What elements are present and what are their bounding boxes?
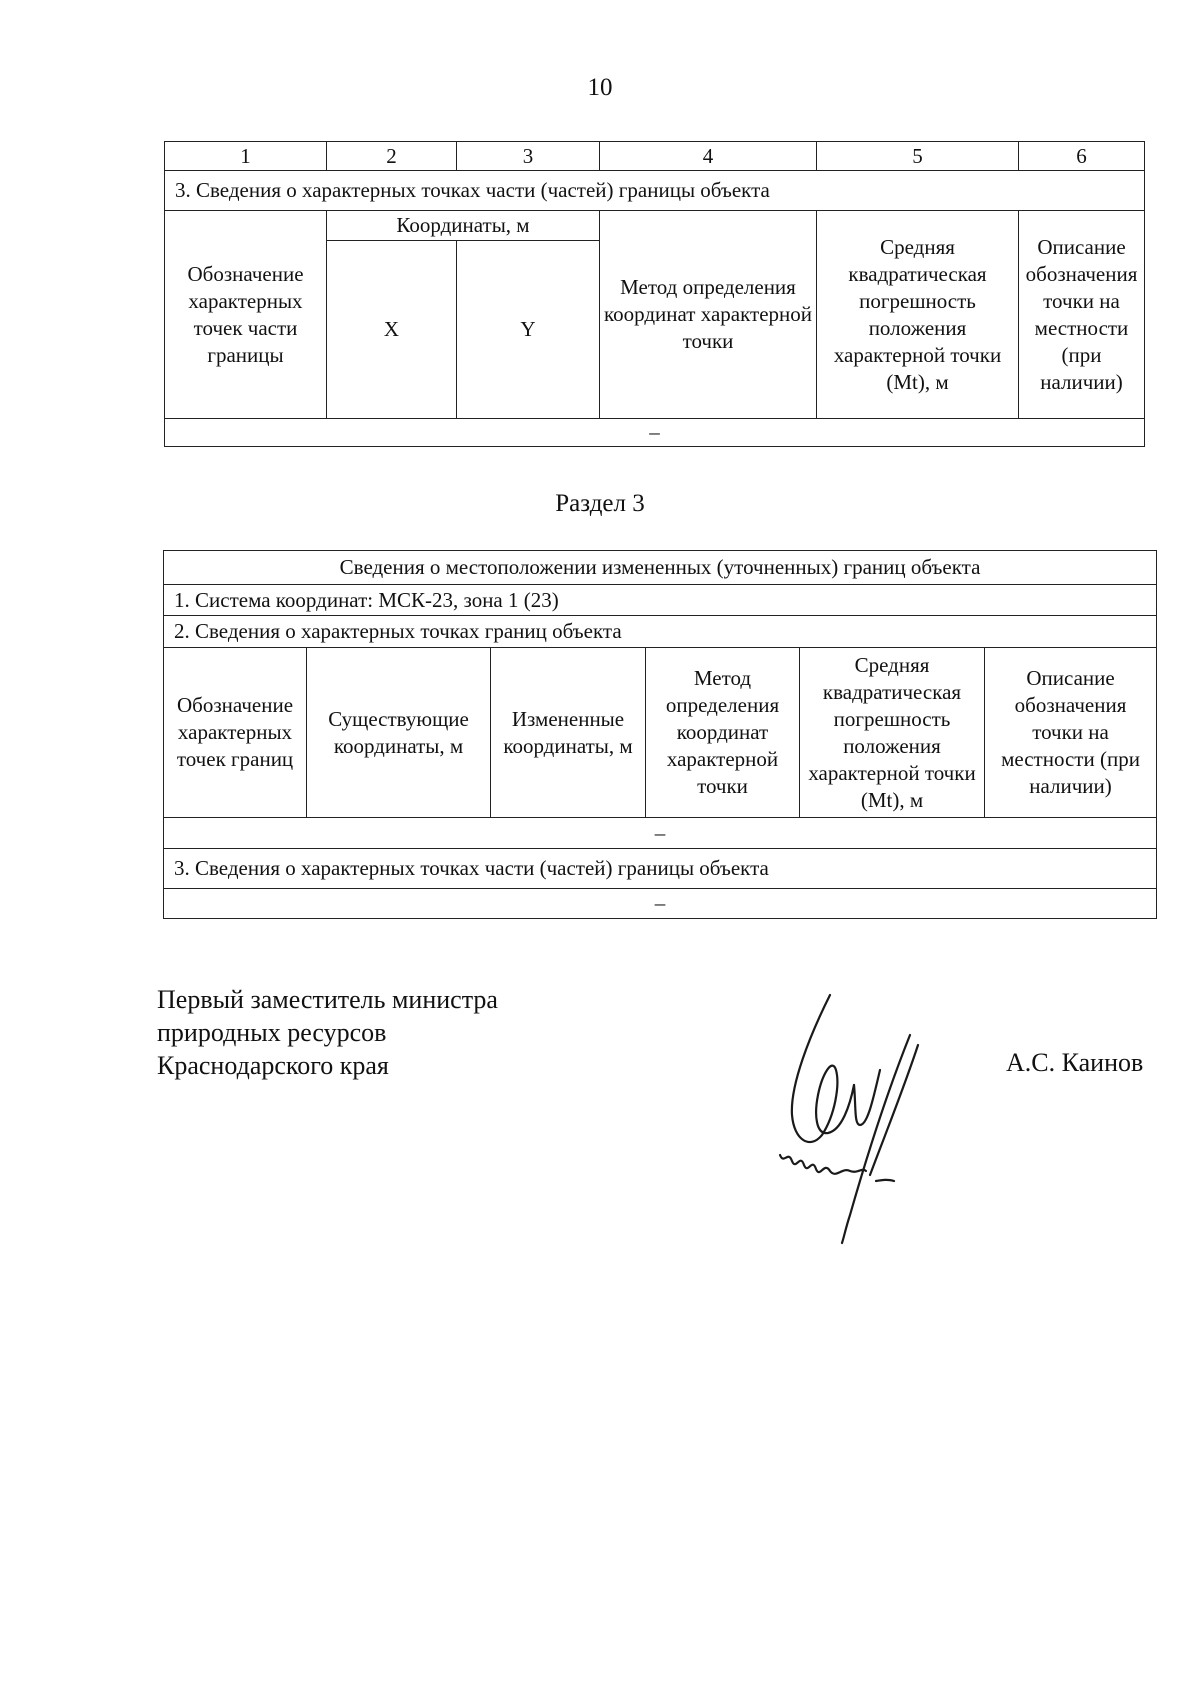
- signer-title-line-3: Краснодарского края: [157, 1051, 389, 1080]
- header-description: Описание обозначения точки на местности (при наличии): [985, 648, 1157, 818]
- section-heading: 3. Сведения о характерных точках части (частей) границы объекта: [165, 171, 1145, 211]
- col-number-2: 2: [327, 142, 457, 171]
- parts-section-row: [164, 849, 1157, 889]
- empty-dash: –: [165, 419, 1145, 447]
- col-number-3: 3: [457, 142, 600, 171]
- empty-dash-1: –: [164, 818, 1157, 849]
- header-designation: Обозначение характерных точек границ: [164, 648, 307, 818]
- handwritten-signature: [770, 975, 940, 1245]
- empty-row-2: [164, 889, 1157, 919]
- header-designation: Обозначение характерных точек части границы: [165, 211, 327, 419]
- coord-system-row: [164, 585, 1157, 616]
- parts-section: 3. Сведения о характерных точках части (частей) границы объекта: [164, 849, 1157, 889]
- signer-name: А.С. Каинов: [1006, 1048, 1144, 1077]
- empty-row-1: [164, 818, 1157, 849]
- signer-title-line-2: природных ресурсов: [157, 1018, 387, 1047]
- header-row-top: [165, 211, 1145, 241]
- header-row: [164, 648, 1157, 818]
- section-row: [165, 171, 1145, 211]
- signer-title-line-1: Первый заместитель министра: [157, 985, 498, 1014]
- col-number-4: 4: [600, 142, 817, 171]
- col-number-6: 6: [1019, 142, 1145, 171]
- points-section-row: [164, 616, 1157, 648]
- header-accuracy: Средняя квадратическая погрешность положения характерной точки (Mt), м: [800, 648, 985, 818]
- header-method: Метод определения координат характерной точки: [600, 211, 817, 419]
- col-number-5: 5: [817, 142, 1019, 171]
- header-description: Описание обозначения точки на местности (при наличии): [1019, 211, 1145, 419]
- section-title: Раздел 3: [555, 490, 645, 517]
- header-coordinates: Координаты, м: [327, 211, 600, 241]
- empty-dash-2: –: [164, 889, 1157, 919]
- signer-title: [157, 983, 498, 1082]
- header-changed: Измененные координаты, м: [491, 648, 646, 818]
- coord-system: 1. Система координат: МСК-23, зона 1 (23): [164, 585, 1157, 616]
- changed-boundaries-table: [163, 550, 1157, 919]
- empty-row: [165, 419, 1145, 447]
- caption-row: [164, 551, 1157, 585]
- header-method: Метод определения координат характерной точки: [646, 648, 800, 818]
- header-y: Y: [457, 241, 600, 419]
- header-x: X: [327, 241, 457, 419]
- column-number-row: [165, 142, 1145, 171]
- header-accuracy: Средняя квадратическая погрешность положения характерной точки (Mt), м: [817, 211, 1019, 419]
- points-section: 2. Сведения о характерных точках границ объекта: [164, 616, 1157, 648]
- col-number-1: 1: [165, 142, 327, 171]
- table-caption: Сведения о местоположении измененных (уточненных) границ объекта: [164, 551, 1157, 585]
- points-table-continuation: [164, 141, 1145, 447]
- header-existing: Существующие координаты, м: [307, 648, 491, 818]
- page-number: 10: [587, 74, 613, 101]
